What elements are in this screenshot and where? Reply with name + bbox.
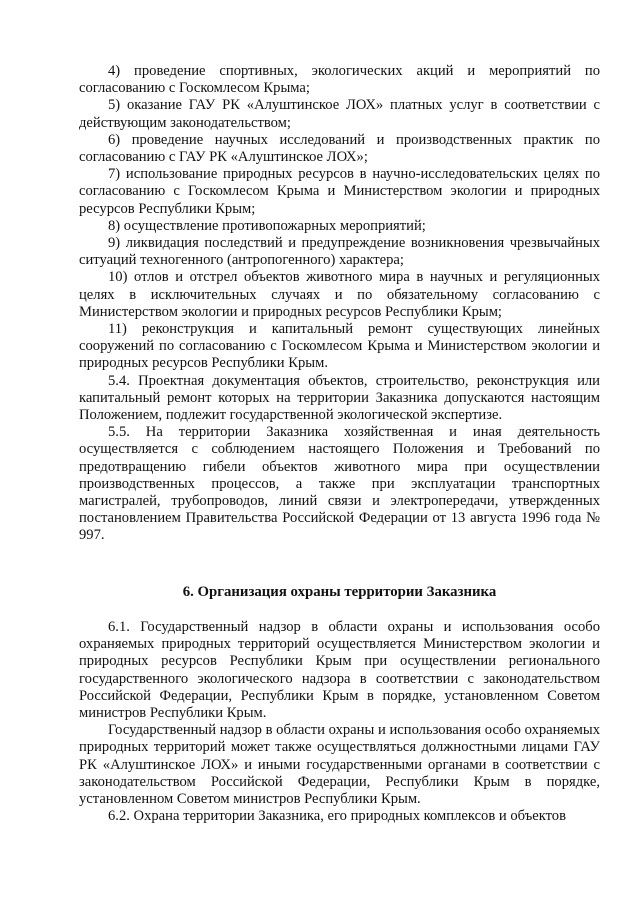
- item-6-research: 6) проведение научных исследований и производственных практик по согласованию с ГАУ РК «Алуштинское ЛОХ»;: [79, 131, 600, 166]
- item-7-natural-resources: 7) использование природных ресурсов в научно-исследовательских целях по согласованию с Госкомлесом Крыма и Министерством экологии и природных ресурсов Республики Крым;: [79, 166, 600, 217]
- clause-6-1: 6.1. Государственный надзор в области охраны и использования особо охраняемых природных территорий осуществляется Министерством экологии и природных ресурсов Республики Крым при осуществлении регионального государственного экологического надзора в соответствии с законодательством Российской Федерации, Республики Крым в порядке, установленном Советом министров Республики Крым.: [79, 619, 600, 722]
- section-5-paragraphs: [79, 63, 600, 545]
- clause-5-4: 5.4. Проектная документация объектов, строительство, реконструкция или капитальный ремонт которых на территории Заказника допускаются настоящим Положением, подлежит государственной экологической экспертизе.: [79, 372, 600, 424]
- item-10-wildlife-capture: 10) отлов и отстрел объектов животного мира в научных и регуляционных целях в исключительных случаях и по обязательному согласованию с Министерством экологии и природных ресурсов Республики Крым;: [79, 269, 600, 320]
- clause-6-1-continued: Государственный надзор в области охраны и использования особо охраняемых природных территорий может также осуществляться должностными лицами ГАУ РК «Алуштинское ЛОХ» и иными государственными органами в соответствии с законодательством Российской Федерации, Республики Крым в порядке, установленном Советом министров Республики Крым.: [79, 722, 600, 808]
- item-5-paid-services: 5) оказание ГАУ РК «Алуштинское ЛОХ» платных услуг в соответствии с действующим законодательством;: [79, 97, 600, 131]
- item-4-sport-events: 4) проведение спортивных, экологических акций и мероприятий по согласованию с Госкомлесом Крыма;: [79, 63, 600, 97]
- item-8-fire-prevention: 8) осуществление противопожарных мероприятий;: [108, 217, 426, 234]
- clause-6-2: 6.2. Охрана территории Заказника, его природных комплексов и объектов: [108, 808, 566, 825]
- clause-5-5: 5.5. На территории Заказника хозяйственная и иная деятельность осуществляется с соблюдением настоящего Положения и Требований по предотвращению гибели объектов животного мира при осуществлении производственных процессов, а также при эксплуатации транспортных магистралей, трубопроводов, линий связи и электропередачи, утвержденных постановлением Правительства Российской Федерации от 13 августа 1996 года № 997.: [79, 424, 600, 544]
- item-9-emergency: 9) ликвидация последствий и предупреждение возникновения чрезвычайных ситуаций техногенного (антропогенного) характера;: [79, 235, 600, 269]
- section-6-heading: 6. Организация охраны территории Заказника: [182, 584, 497, 600]
- item-11-reconstruction: 11) реконструкция и капитальный ремонт существующих линейных сооружений по согласованию с Госкомлесом Крыма и Министерством экологии и природных ресурсов Республики Крым.: [79, 321, 600, 372]
- section-6-paragraphs: [79, 619, 600, 825]
